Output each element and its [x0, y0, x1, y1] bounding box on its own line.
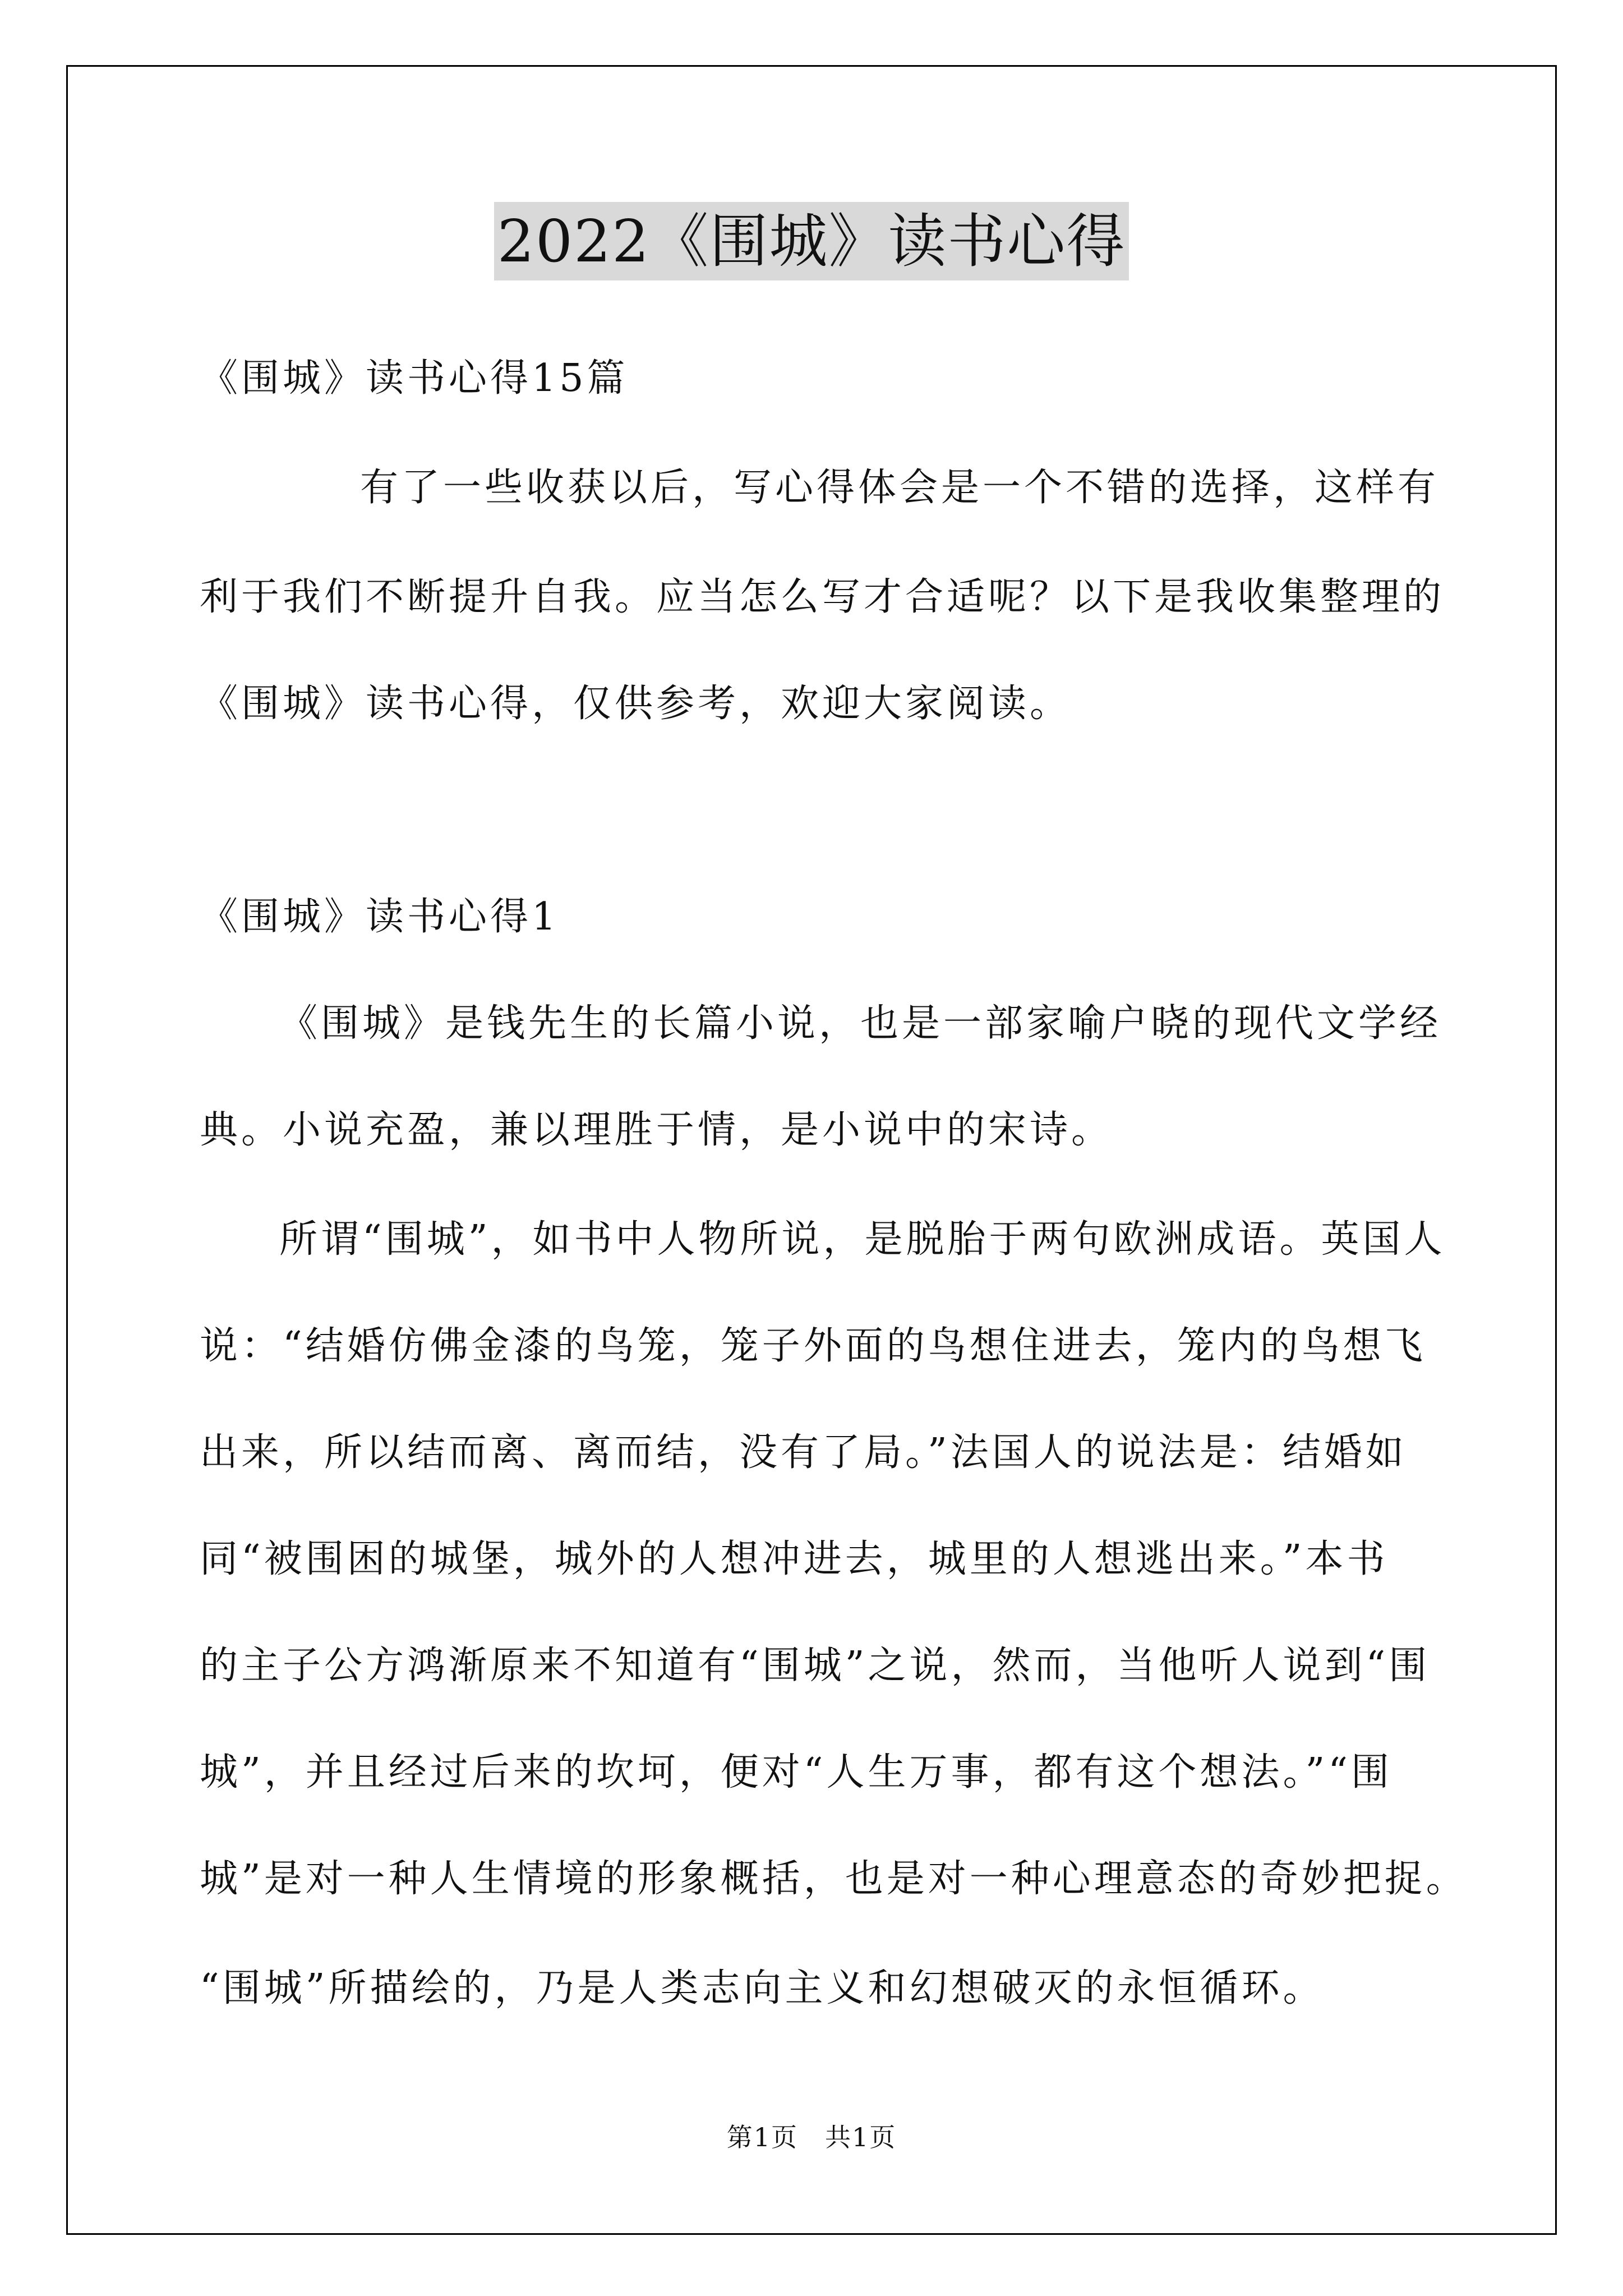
page-footer: 第1页 共1页	[726, 2122, 897, 2152]
paragraph-line: 所谓“围城”，如书中人物所说，是脱胎于两句欧洲成语。英国人	[279, 1217, 1446, 1262]
document-title: 2022《围城》读书心得	[494, 202, 1129, 280]
paragraph-line: 城”是对一种人生情境的形象概括，也是对一种心理意态的奇妙把捉。	[200, 1857, 1468, 1901]
paragraph-line: 的主子公方鸿渐原来不知道有“围城”之说，然而，当他听人说到“围	[200, 1644, 1431, 1688]
paragraph-line: 出来，所以结而离、离而结，没有了局。”法国人的说法是：结婚如	[200, 1430, 1407, 1475]
section-heading: 《围城》读书心得1	[200, 895, 560, 939]
paragraph-line: 典。小说充盈，兼以理胜于情，是小说中的宋诗。	[200, 1108, 1113, 1152]
paragraph-line: “围城”所描绘的，乃是人类志向主义和幻想破灭的永恒循环。	[200, 1966, 1325, 2010]
paragraph-line: 说：“结婚仿佛金漆的鸟笼，笼子外面的鸟想住进去，笼内的鸟想飞	[200, 1324, 1426, 1368]
title-container	[0, 202, 1623, 280]
intro-line: 有了一些收获以后，写心得体会是一个不错的选择，这样有	[360, 466, 1440, 510]
intro-line: 利于我们不断提升自我。应当怎么写才合适呢？以下是我收集整理的	[200, 575, 1445, 619]
paragraph-line: 城”，并且经过后来的坎坷，便对“人生万事，都有这个想法。”“围	[200, 1750, 1393, 1795]
document-subtitle: 《围城》读书心得15篇	[200, 356, 629, 401]
paragraph-line: 同“被围困的城堡，城外的人想冲进去，城里的人想逃出来。”本书	[200, 1537, 1389, 1581]
intro-line: 《围城》读书心得，仅供参考，欢迎大家阅读。	[200, 682, 1072, 726]
paragraph-line: 《围城》是钱先生的长篇小说，也是一部家喻户晓的现代文学经	[279, 1001, 1442, 1046]
